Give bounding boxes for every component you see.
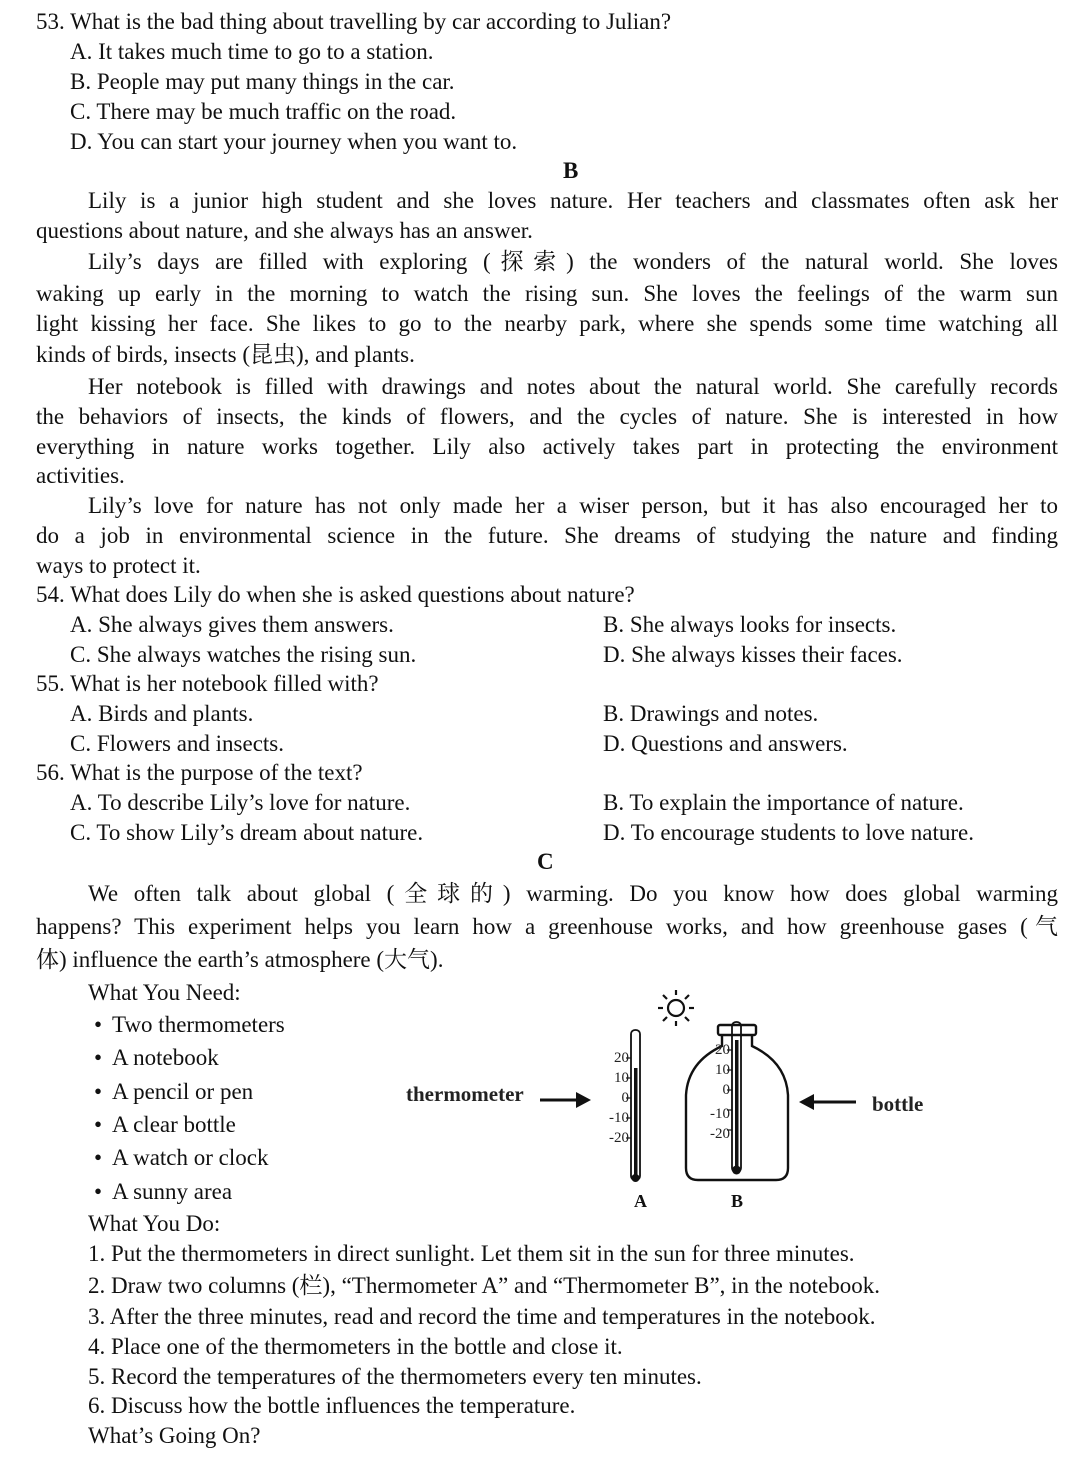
passage-c-intro-line: happens? This experiment helps you learn how a greenhouse works, and how greenhouse gases (气 bbox=[36, 914, 1058, 939]
passage-b-heading: B bbox=[563, 158, 579, 183]
label-b: B bbox=[731, 1191, 744, 1211]
step-item: 3. After the three minutes, read and record the time and temperatures in the notebook. bbox=[88, 1304, 876, 1329]
arrow-left-icon bbox=[799, 1094, 856, 1110]
passage-b-line: kinds of birds, insects (昆虫), and plants. bbox=[36, 342, 415, 367]
step-item: 2. Draw two columns (栏), “Thermometer A” and “Thermometer B”, in the notebook. bbox=[88, 1273, 880, 1298]
question-54-option-b: B. She always looks for insects. bbox=[603, 612, 897, 637]
scale-a-label: 20 bbox=[614, 1050, 629, 1066]
passage-b-line: light kissing her face. She likes to go to the nearby park, where she spends some time watching all bbox=[36, 311, 1058, 336]
question-56-option-a: A. To describe Lily’s love for nature. bbox=[70, 790, 411, 815]
bullet-icon: • bbox=[94, 1145, 103, 1170]
sun-icon bbox=[658, 990, 694, 1026]
question-53-option-b: B. People may put many things in the car. bbox=[70, 69, 455, 94]
question-55-option-c: C. Flowers and insects. bbox=[70, 731, 285, 756]
question-56-option-c: C. To show Lily’s dream about nature. bbox=[70, 820, 424, 845]
bullet-icon: • bbox=[94, 1012, 103, 1037]
step-item: 1. Put the thermometers in direct sunlight. Let them sit in the sun for three minutes. bbox=[88, 1241, 855, 1266]
passage-b-line: everything in nature works together. Lily also actively takes part in protecting the environment bbox=[36, 434, 1058, 459]
question-55-option-b: B. Drawings and notes. bbox=[603, 701, 819, 726]
question-53-option-c: C. There may be much traffic on the road. bbox=[70, 99, 457, 124]
passage-b-line: Lily is a junior high student and she loves nature. Her teachers and classmates often ask her bbox=[88, 188, 1058, 213]
scale-a-label: 0 bbox=[621, 1090, 629, 1106]
step-item: 5. Record the temperatures of the thermometers every ten minutes. bbox=[88, 1364, 702, 1389]
question-55-stem: 55. What is her notebook filled with? bbox=[36, 671, 379, 696]
what-you-need-heading: What You Need: bbox=[88, 980, 241, 1005]
passage-b-line: the behaviors of insects, the kinds of flowers, and the cycles of nature. She is interested in how bbox=[36, 404, 1058, 429]
passage-b-line: activities. bbox=[36, 463, 125, 488]
question-54-option-a: A. She always gives them answers. bbox=[70, 612, 394, 637]
scale-b-label: 0 bbox=[722, 1082, 730, 1098]
question-55-option-a: A. Birds and plants. bbox=[70, 701, 254, 726]
passage-b-line: waking up early in the morning to watch the rising sun. She loves the feelings of the warm sun bbox=[36, 281, 1058, 306]
question-54-stem: 54. What does Lily do when she is asked questions about nature? bbox=[36, 582, 635, 607]
question-56-stem: 56. What is the purpose of the text? bbox=[36, 760, 363, 785]
question-54-option-d: D. She always kisses their faces. bbox=[603, 642, 903, 667]
passage-c-heading: C bbox=[537, 849, 554, 874]
passage-c-intro-line: We often talk about global (全球的) warming. Do you know how does global warming bbox=[88, 881, 1058, 906]
passage-c-intro-line: 体) influence the earth’s atmosphere (大气). bbox=[36, 947, 444, 972]
label-a: A bbox=[634, 1191, 647, 1211]
question-55-option-d: D. Questions and answers. bbox=[603, 731, 848, 756]
question-54-option-c: C. She always watches the rising sun. bbox=[70, 642, 417, 667]
scale-a-label: -20 bbox=[609, 1130, 629, 1146]
need-item: • Two thermometers bbox=[94, 1010, 285, 1040]
question-56-option-d: D. To encourage students to love nature. bbox=[603, 820, 974, 845]
scale-b-label: 20 bbox=[715, 1042, 730, 1058]
scale-b-label: -20 bbox=[710, 1126, 730, 1142]
passage-b-line: Her notebook is filled with drawings and notes about the natural world. She carefully records bbox=[88, 374, 1058, 399]
whats-going-on-heading: What’s Going On? bbox=[88, 1423, 261, 1448]
step-item: 4. Place one of the thermometers in the bottle and close it. bbox=[88, 1334, 623, 1359]
bullet-icon: • bbox=[94, 1045, 103, 1070]
thermometer-label: thermometer bbox=[406, 1082, 524, 1106]
need-item: • A sunny area bbox=[94, 1177, 232, 1207]
question-53-option-a: A. It takes much time to go to a station. bbox=[70, 39, 434, 64]
question-53-option-d: D. You can start your journey when you want to. bbox=[70, 129, 518, 154]
scale-a-label: -10 bbox=[609, 1110, 629, 1126]
step-item: 6. Discuss how the bottle influences the temperature. bbox=[88, 1393, 576, 1418]
scale-b-label: 10 bbox=[715, 1062, 730, 1078]
scale-b-label: -10 bbox=[710, 1106, 730, 1122]
bullet-icon: • bbox=[94, 1112, 103, 1137]
scale-a-label: 10 bbox=[614, 1070, 629, 1086]
bullet-icon: • bbox=[94, 1079, 103, 1104]
what-you-do-heading: What You Do: bbox=[88, 1211, 221, 1236]
bullet-icon: • bbox=[94, 1179, 103, 1204]
question-56-option-b: B. To explain the importance of nature. bbox=[603, 790, 964, 815]
passage-b-line: Lily’s days are filled with exploring (探索) the wonders of the natural world. She loves bbox=[88, 249, 1058, 274]
need-item: • A pencil or pen bbox=[94, 1077, 253, 1107]
passage-b-line: questions about nature, and she always has an answer. bbox=[36, 218, 533, 243]
arrow-right-icon bbox=[540, 1092, 591, 1108]
passage-b-line: do a job in environmental science in the future. She dreams of studying the nature and finding bbox=[36, 523, 1058, 548]
passage-b-line: Lily’s love for nature has not only made her a wiser person, but it has also encouraged her to bbox=[88, 493, 1058, 518]
need-item: • A clear bottle bbox=[94, 1110, 236, 1140]
passage-b-line: ways to protect it. bbox=[36, 553, 201, 578]
need-item: • A watch or clock bbox=[94, 1143, 268, 1173]
question-53-stem: 53. What is the bad thing about travelling by car according to Julian? bbox=[36, 9, 672, 34]
bottle-label: bottle bbox=[872, 1092, 924, 1116]
need-item: • A notebook bbox=[94, 1043, 219, 1073]
